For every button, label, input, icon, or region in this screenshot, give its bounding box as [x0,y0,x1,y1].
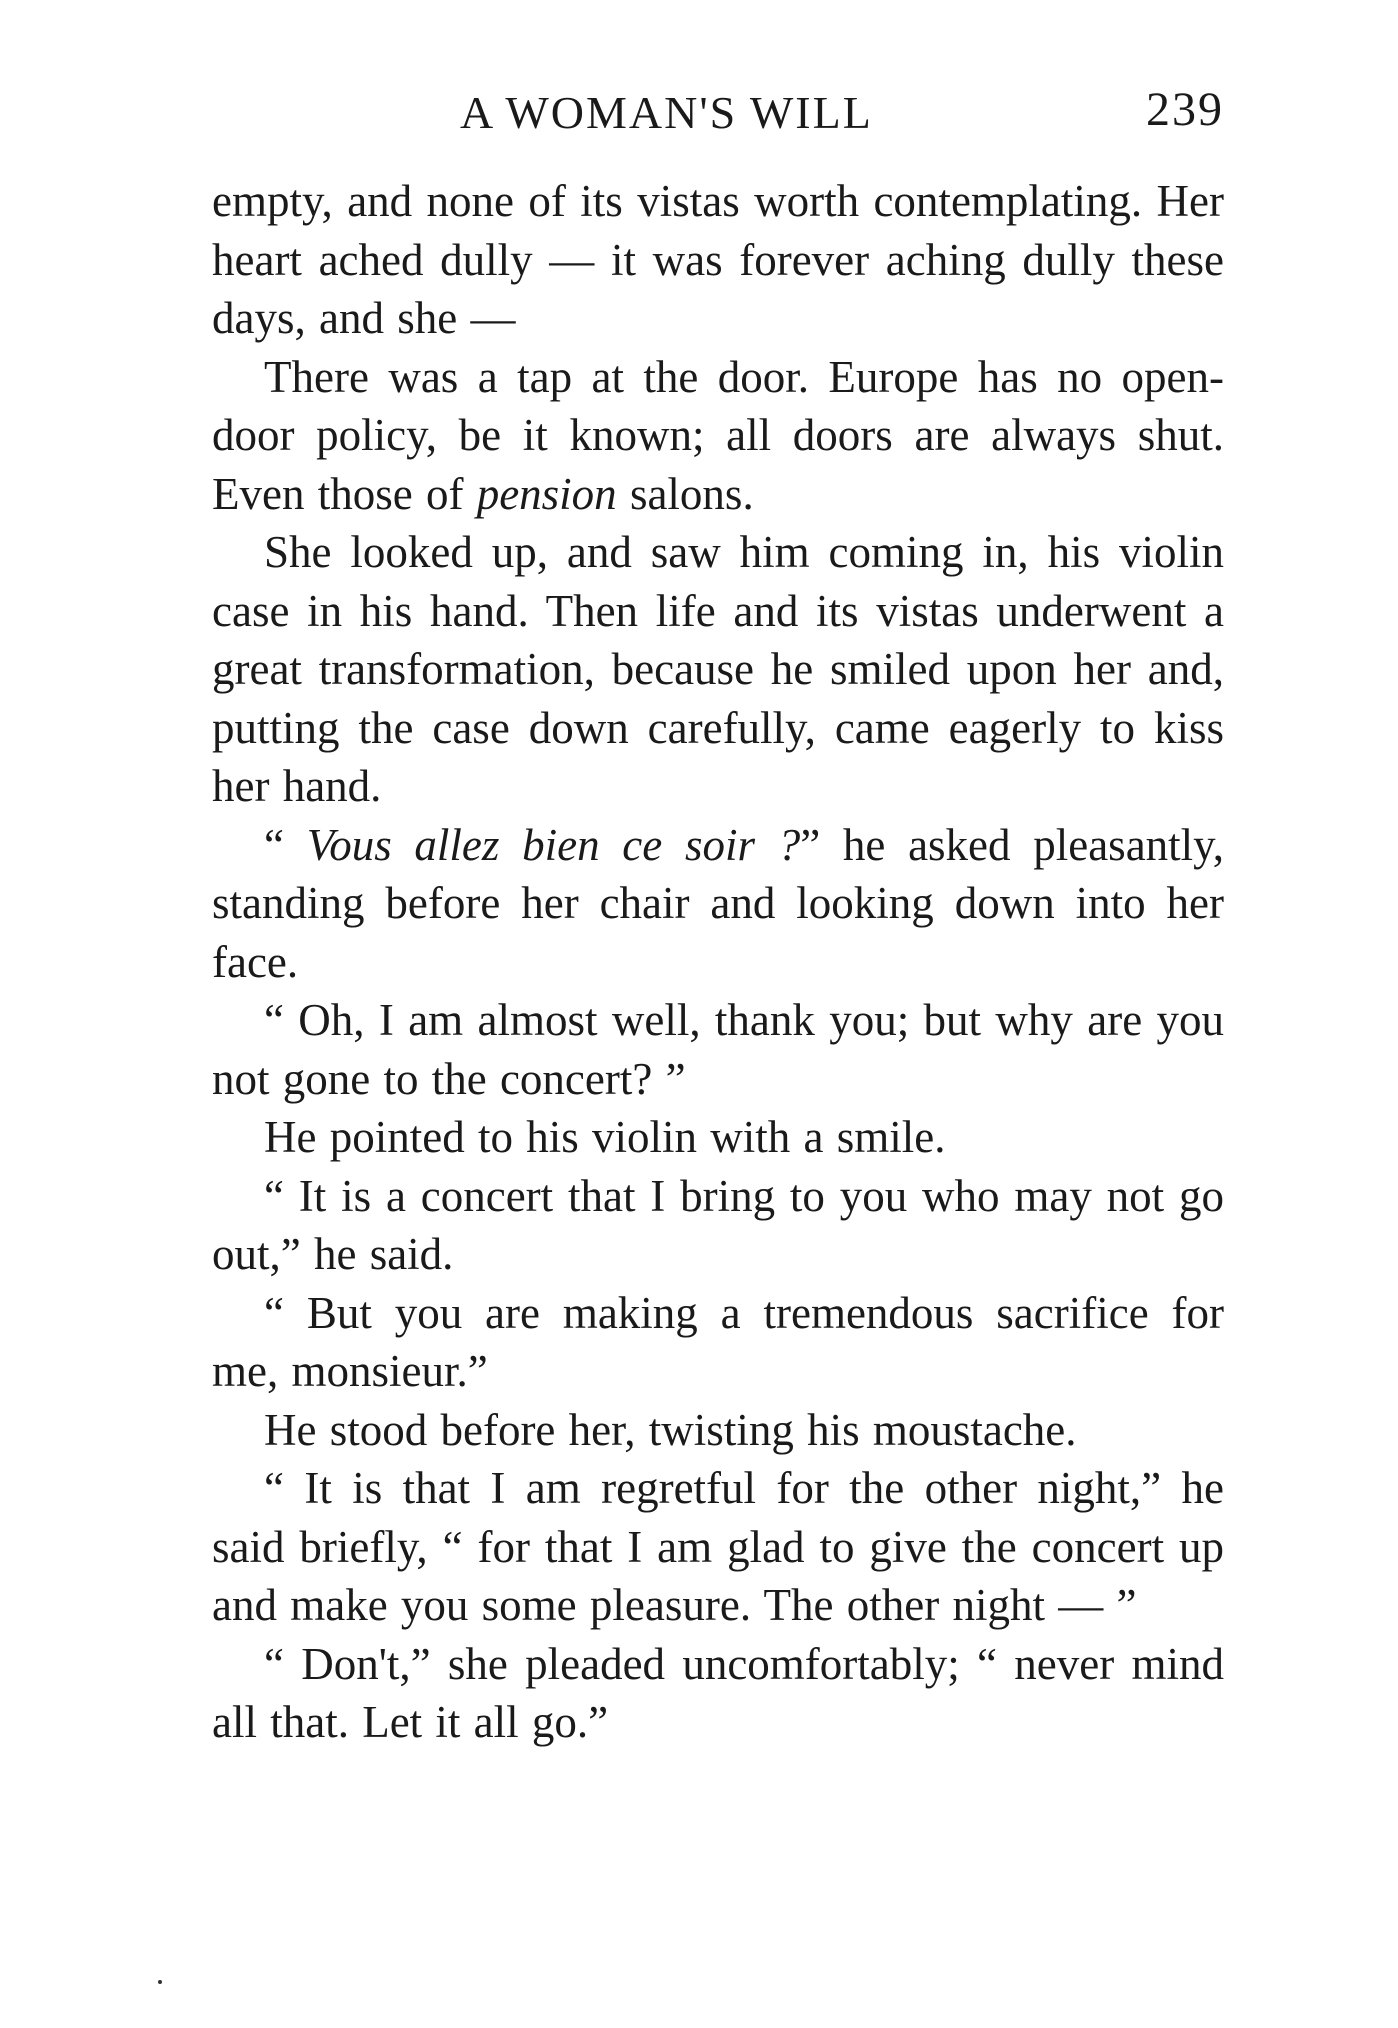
paragraph-10: “ It is that I am regretful for the other night,” he said briefly, “ for that I am glad to give the concert up and make you some pleasure. The other night — ” [212,1463,1224,1630]
paragraph-6: He pointed to his violin with a smile. [264,1112,946,1162]
paragraph-4-quote-open: “ [264,819,307,870]
running-title: A WOMAN'S WILL [460,87,873,138]
paragraph-4-italic: Vous allez bien ce soir ? [306,819,801,870]
paragraph-4-text: ” he asked pleasantly, standing before her chair and looking down into her face. [212,819,1225,987]
paragraph-2 [212,348,1224,524]
page-header [212,82,1224,142]
paper-speck [158,1980,162,1984]
body-text [212,172,1224,1752]
paragraph-4 [212,816,1224,992]
paragraph-3: She looked up, and saw him coming in, his violin case in his hand. Then life and its vistas underwent a great transformation, because he smiled upon her and, putting the case down carefully, came eagerly to kiss her hand. [212,527,1224,811]
paragraph-9: He stood before her, twisting his moustache. [264,1404,1077,1455]
paragraph-8: “ But you are making a tremendous sacrifice for me, monsieur.” [212,1287,1224,1396]
paragraph-11: “ Don't,” she pleaded uncomfortably; “ never mind all that. Let it all go.” [212,1638,1224,1747]
paragraph-5: “ Oh, I am almost well, thank you; but why are you not gone to the concert? ” [212,995,1224,1104]
page-number: 239 [1146,83,1224,136]
paragraph-2-text-a: There was a tap at the door. Europe has no open-door policy, be it known; all doors are always shut. Even those of [212,351,1224,519]
paragraph-2-text-b: salons. [616,468,754,519]
paragraph-7: “ It is a concert that I bring to you who may not go out,” he said. [212,1170,1224,1279]
paragraph-1: empty, and none of its vistas worth contemplating. Her heart ached dully — it was forever aching dully these days, and she — [212,176,1224,343]
paragraph-2-italic: pension [476,468,617,519]
